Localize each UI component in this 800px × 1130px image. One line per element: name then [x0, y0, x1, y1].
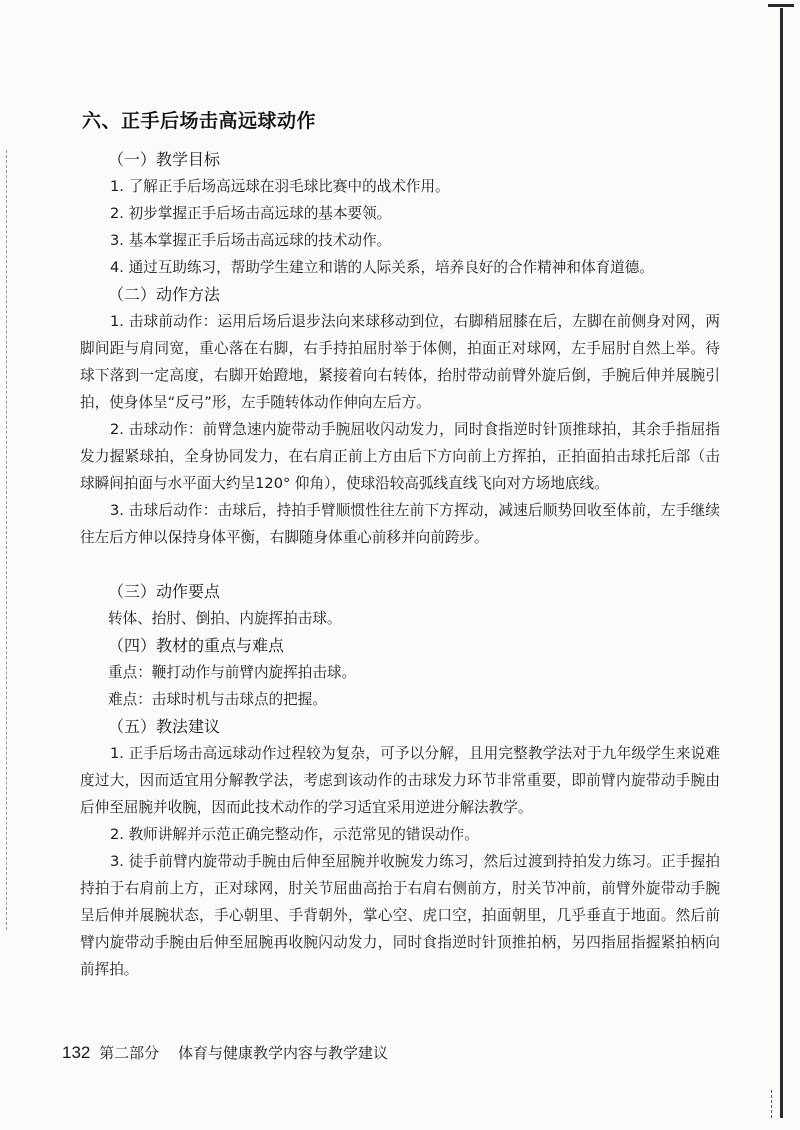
suggestion-paragraph: 3. 徒手前臂内旋带动手腕由后伸至屈腕并收腕发力练习，然后过渡到持拍发力练习。正手握拍持拍于右肩前上方，正对球网，肘关节屈曲高抬于右肩右侧前方，肘关节冲前，前臂外旋带动手腕呈后伸并展腕状态，手心朝里、手背朝外，掌心空、虎口空，拍面朝里，几乎垂直于地面。然后前臂内旋带动手腕由后伸至屈腕再收腕闪动发力，同时食指逆时针顶推拍柄，另四指屈指握紧拍柄向前挥拍。: [80, 853, 720, 978]
page-footer: [62, 1042, 388, 1063]
teaching-goals-section: [80, 146, 720, 281]
key-points-section: [80, 578, 720, 632]
method-paragraph-hit: 2. 击球动作：前臂急速内旋带动手腕屈收闪动发力，同时食指逆时针顶推球拍，其余手指屈指发力握紧球拍，全身协同发力，在右肩正前上方由后下方向前上方挥拍，正拍面拍击球托后部（击球瞬间拍面与水平面大约呈120° 仰角），使球沿较高弧线直线飞向对方场地底线。: [80, 421, 720, 492]
page-edge-tick: [771, 1090, 782, 1118]
goal-item: 4. 通过互助练习，帮助学生建立和谐的人际关系，培养良好的合作精神和体育道德。: [110, 259, 654, 276]
focus-difficulty-section: [80, 632, 720, 713]
binding-margin-line: [6, 150, 7, 930]
focus-key-text: 重点：鞭打动作与前臂内旋挥拍击球。: [108, 664, 357, 681]
page-number: 132: [62, 1043, 91, 1062]
method-paragraph-post-hit: 3. 击球后动作：击球后，持拍手臂顺惯性往左前下方挥动，减速后顺势回收至体前，左手继续往左后方伸以保持身体平衡，右脚随身体重心前移并向前跨步。: [80, 502, 720, 546]
goal-item: 1. 了解正手后场高远球在羽毛球比赛中的战术作用。: [110, 178, 450, 195]
method-paragraph-pre-hit: 1. 击球前动作：运用后场后退步法向来球移动到位，右脚稍屈膝在后，左脚在前侧身对网，两脚间距与肩同宽，重心落在右脚，右手持拍屈肘举于体侧，拍面正对球网，左手屈肘自然上举。待球下落到一定高度，右脚开始蹬地，紧接着向右转体，抬肘带动前臂外旋后倒，手腕后伸并展腕引拍，使身体呈“反弓”形，左手随转体动作伸向左后方。: [80, 313, 720, 411]
key-points-heading: （三）动作要点: [108, 582, 221, 601]
footer-book-title: 体育与健康教学内容与教学建议: [177, 1044, 388, 1062]
suggestion-paragraph: 1. 正手后场击高远球动作过程较为复杂，可予以分解，且用完整教学法对于九年级学生来说难度过大，因而适宜用分解教学法，考虑到该动作的击球发力环节非常重要，即前臂内旋带动手腕由后伸至屈腕并收腕，因而此技术动作的学习适宜采用逆进分解法教学。: [80, 745, 720, 816]
teaching-suggestions-section: [80, 713, 720, 983]
goal-item: 2. 初步掌握正手后场击高远球的基本要领。: [110, 205, 392, 222]
key-points-text: 转体、抬肘、倒拍、内旋挥拍击球。: [108, 610, 342, 627]
section-title: 六、正手后场击高远球动作: [82, 110, 317, 132]
teaching-goals-heading: （一）教学目标: [108, 150, 221, 169]
teaching-suggestions-heading: （五）教法建议: [108, 717, 221, 736]
footer-part-label: 第二部分: [99, 1044, 160, 1062]
suggestion-paragraph: 2. 教师讲解并示范正确完整动作，示范常见的错误动作。: [110, 826, 479, 843]
focus-difficulty-text: 难点：击球时机与击球点的把握。: [108, 691, 327, 708]
action-methods-section: [80, 281, 720, 551]
focus-difficulty-heading: （四）教材的重点与难点: [108, 636, 285, 655]
action-methods-heading: （二）动作方法: [108, 285, 221, 304]
page-edge-bar: [780, 8, 783, 1118]
goal-item: 3. 基本掌握正手后场击高远球的技术动作。: [110, 232, 392, 249]
page-edge-cap: [768, 4, 794, 7]
